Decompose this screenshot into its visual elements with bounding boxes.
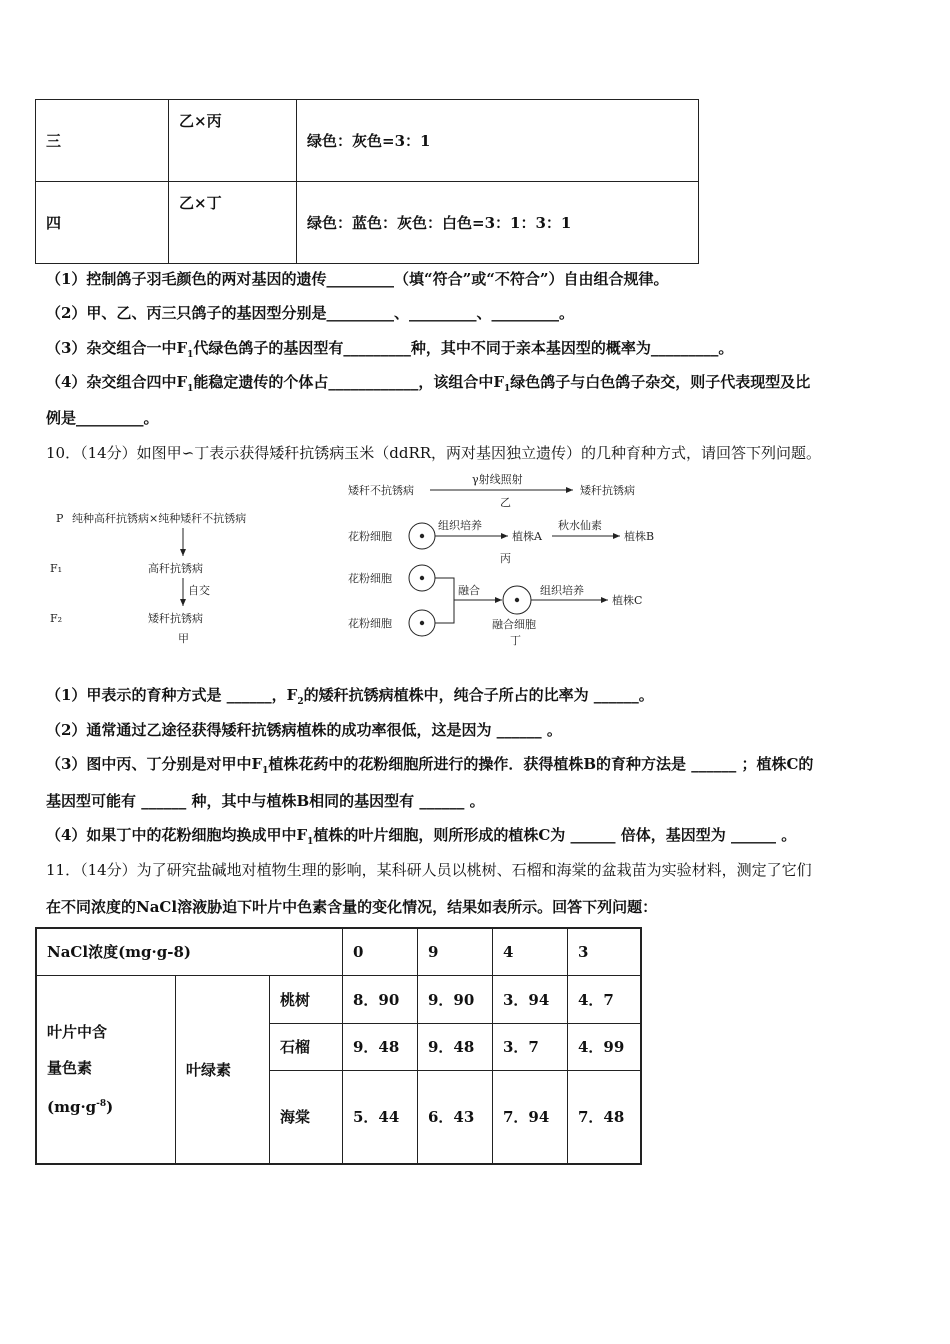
q10-part1-b: 的矮秆抗锈病植株中，纯合子所占的比率为 ______。 — [303, 686, 654, 704]
q9-part4 — [46, 371, 810, 394]
q10-part1-a: （1）甲表示的育种方式是 ______，F — [46, 686, 298, 704]
q9-part4-c: 绿色鸽子与白色鸽子杂交，则子代表现型及比 — [510, 373, 811, 391]
plant-c: 植株C — [612, 594, 643, 607]
cross-cell: 乙×丙 — [169, 100, 297, 182]
yi-from: 矮秆不抗锈病 — [348, 484, 414, 497]
value-cell: 8．90 — [343, 975, 418, 1023]
f1-text: 高秆抗锈病 — [148, 562, 203, 575]
left-label-3 — [47, 1086, 175, 1125]
row-id: 四 — [36, 182, 169, 264]
fusion-label: 融合 — [458, 584, 480, 597]
value-cell: 4．99 — [568, 1023, 642, 1070]
q10-part3-cont: 基因型可能有 ______ 种，其中与植株B相同的基因型有 ______ 。 — [46, 792, 485, 810]
pollen-1: 花粉细胞 — [348, 530, 392, 543]
pollen-2: 花粉细胞 — [348, 572, 392, 585]
q9-part3-a: （3）杂交组合一中F — [46, 339, 188, 357]
colchicine-label: 秋水仙素 — [558, 519, 602, 532]
value-cell: 5．44 — [343, 1070, 418, 1164]
tissue-culture-2: 组织培养 — [540, 584, 584, 597]
yi-label: 乙 — [500, 496, 511, 509]
value-cell: 9．48 — [418, 1023, 493, 1070]
q10-part3-sub: 1 — [262, 766, 269, 776]
q10-part4-sub: 1 — [307, 837, 314, 847]
plant-name: 石榴 — [270, 1023, 343, 1070]
ding-label: 丁 — [510, 634, 521, 647]
q11-heading-2: 在不同浓度的NaCl溶液胁迫下叶片中色素含量的变化情况，结果如表所示。回答下列问题： — [46, 898, 658, 916]
left-label-3-sup: -8 — [96, 1098, 107, 1109]
value-cell: 7．94 — [493, 1070, 568, 1164]
left-label-1: 叶片中含 — [47, 1022, 108, 1041]
pollen-3: 花粉细胞 — [348, 617, 392, 630]
pigment-label: 叶绿素 — [176, 975, 270, 1164]
col-header-0: 0 — [343, 928, 418, 975]
nacl-header: NaCl浓度(mg·g-8) — [36, 928, 343, 975]
bing-label: 丙 — [500, 552, 511, 565]
fusion-cell-label: 融合细胞 — [492, 618, 536, 631]
value-cell: 9．90 — [418, 975, 493, 1023]
q9-part3-b: 代绿色鸽子的基因型有_________种，其中不同于亲本基因型的概率为_________。 — [193, 339, 734, 357]
pigment-table — [35, 927, 642, 1165]
q9-part2: （2）甲、乙、丙三只鸽子的基因型分别是_________、_________、_________。 — [46, 304, 574, 322]
left-label-3-end: ) — [106, 1097, 114, 1116]
q10-part1-sub: 2 — [297, 697, 304, 707]
result-cell: 绿色：灰色=3：1 — [297, 100, 699, 182]
p-label: P — [56, 512, 64, 525]
jia-label: 甲 — [178, 632, 189, 645]
value-cell: 7．48 — [568, 1070, 642, 1164]
q10-part2: （2）通常通过乙途径获得矮秆抗锈病植株的成功率很低，这是因为 ______ 。 — [46, 721, 562, 739]
value-cell: 3．7 — [493, 1023, 568, 1070]
q9-part4-a: （4）杂交组合四中F — [46, 373, 188, 391]
breeding-diagram — [40, 468, 740, 653]
q10-part4-a: （4）如果丁中的花粉细胞均换成甲中F — [46, 826, 308, 844]
value-cell: 6．43 — [418, 1070, 493, 1164]
row-id: 三 — [36, 100, 169, 182]
yi-arrow-label: γ射线照射 — [472, 473, 523, 486]
plant-name: 海棠 — [270, 1070, 343, 1164]
plant-a: 植株A — [512, 530, 542, 543]
f2-text: 矮秆抗锈病 — [148, 612, 203, 625]
plant-b: 植株B — [624, 530, 655, 543]
value-cell: 3．94 — [493, 975, 568, 1023]
selfing-label: 自交 — [188, 584, 210, 597]
col-header-3: 3 — [568, 928, 642, 975]
p-text: 纯种高秆抗锈病×纯种矮秆不抗锈病 — [72, 512, 247, 525]
q10-part3 — [46, 753, 813, 776]
yi-to: 矮秆抗锈病 — [580, 484, 635, 497]
q10-part1 — [46, 684, 654, 707]
q9-part4-cont: 例是_________。 — [46, 409, 159, 427]
plant-name: 桃树 — [270, 975, 343, 1023]
q9-part3 — [46, 337, 733, 360]
col-header-2: 4 — [493, 928, 568, 975]
f2-label: F₂ — [50, 612, 63, 625]
left-label-3-a: (mg·g — [47, 1097, 97, 1116]
left-label-2: 量色素 — [47, 1058, 93, 1077]
col-header-1: 9 — [418, 928, 493, 975]
value-cell: 4．7 — [568, 975, 642, 1023]
f1-label: F₁ — [50, 562, 63, 575]
result-cell: 绿色：蓝色：灰色：白色=3：1：3：1 — [297, 182, 699, 264]
cross-table — [35, 99, 699, 264]
q11-heading-1: 11．（14分）为了研究盐碱地对植物生理的影响，某科研人员以桃树、石榴和海棠的盆栽苗为实验材料，测定了它们 — [46, 861, 812, 879]
q9-part3-sub: 1 — [187, 350, 194, 360]
q9-part4-b: 能稳定遗传的个体占____________，该组合中F — [193, 373, 505, 391]
q9-part4-sub2: 1 — [504, 384, 511, 394]
left-label — [36, 975, 176, 1164]
q10-part3-b: 植株花药中的花粉细胞所进行的操作．获得植株B的育种方法是 ______ ；植株C的 — [268, 755, 814, 773]
q10-part3-a: （3）图中丙、丁分别是对甲中F — [46, 755, 263, 773]
q10-part4-b: 植株的叶片细胞，则所形成的植株C为 ______ 倍体，基因型为 ______ 。 — [313, 826, 797, 844]
q9-part1: （1）控制鸽子羽毛颜色的两对基因的遗传_________（填“符合”或“不符合”）自由组合规律。 — [46, 270, 669, 288]
q10-heading: 10．（14分）如图甲∽丁表示获得矮秆抗锈病玉米（ddRR，两对基因独立遗传）的几种育种方式，请回答下列问题。 — [46, 444, 822, 462]
cross-cell: 乙×丁 — [169, 182, 297, 264]
q9-part4-sub: 1 — [187, 384, 194, 394]
q10-part4 — [46, 824, 796, 847]
value-cell: 9．48 — [343, 1023, 418, 1070]
tissue-culture-1: 组织培养 — [438, 519, 482, 532]
